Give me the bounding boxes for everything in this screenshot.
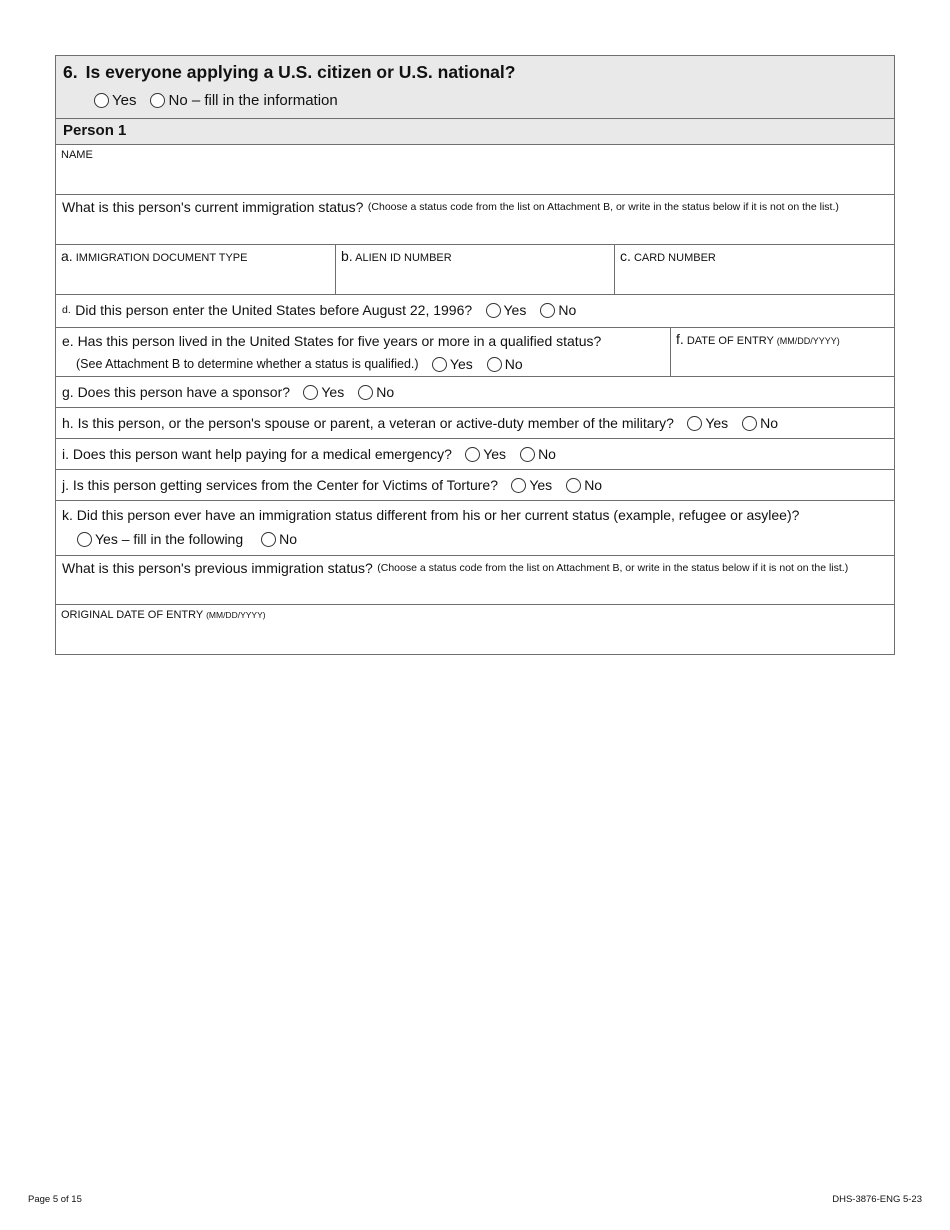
qg-yes-option[interactable] [303,384,344,400]
qe-no-label: No [504,356,523,372]
q6-no-radio[interactable] [150,93,165,108]
qg-no-radio[interactable] [358,385,373,400]
qk-yes-label: Yes – fill in the following [95,531,244,547]
immigration-form [55,55,895,655]
current-status-note: (Choose a status code from the list on Attachment B, or write in the status below if it is not on the list.) [367,201,839,213]
question-number: 6. [63,62,78,82]
question-e-cell [56,328,671,376]
qh-yes-radio[interactable] [687,416,702,431]
card-number-field[interactable] [615,245,894,294]
name-field[interactable] [56,145,894,195]
qi-no-radio[interactable] [520,447,535,462]
question-e-label: e. Has this person lived in the United States for five years or more in a qualified status? [62,333,602,349]
qe-no-radio[interactable] [487,357,502,372]
person-header [56,119,894,145]
person-label: Person 1 [63,122,127,139]
question-i-row [56,439,894,470]
qi-yes-radio[interactable] [465,447,480,462]
qh-yes-option[interactable] [687,415,728,431]
original-entry-label: ORIGINAL DATE OF ENTRY [61,609,204,621]
field-a-letter: a. [61,248,73,264]
question-6-title [63,62,515,83]
qi-yes-label: Yes [483,446,507,462]
q6-yes-option[interactable] [94,92,136,109]
qe-yes-option[interactable] [432,356,473,372]
qd-yes-option[interactable] [486,302,527,318]
question-h-row [56,408,894,439]
question-k-text: k. Did this person ever have an immigration status different from his or her current status (example, refugee or asylee)? [62,507,800,523]
qe-no-option[interactable] [487,356,523,372]
qk-no-label: No [279,531,298,547]
question-g-text: g. Does this person have a sponsor? [62,384,291,400]
qj-yes-option[interactable] [511,477,552,493]
qi-yes-option[interactable] [465,446,506,462]
qk-yes-option[interactable] [77,531,243,547]
question-e-note: (See Attachment B to determine whether a status is qualified.) [76,357,419,371]
qj-no-option[interactable] [566,477,602,493]
qk-no-option[interactable] [261,531,297,547]
current-status-field[interactable] [56,195,894,245]
page-number: Page 5 of 15 [28,1194,82,1205]
original-entry-field[interactable] [56,605,894,654]
qd-yes-radio[interactable] [486,303,501,318]
question-6-section [56,56,894,119]
qk-no-radio[interactable] [261,532,276,547]
date-of-entry-label: DATE OF ENTRY [686,335,774,347]
qk-yes-radio[interactable] [77,532,92,547]
qh-yes-label: Yes [705,415,729,431]
qg-yes-radio[interactable] [303,385,318,400]
name-label: NAME [61,149,93,161]
field-f-letter: f. [676,331,684,347]
qd-no-radio[interactable] [540,303,555,318]
qj-yes-label: Yes [529,477,553,493]
question-g-row [56,377,894,408]
qi-no-option[interactable] [520,446,556,462]
qd-no-option[interactable] [540,302,576,318]
current-status-question: What is this person's current immigration status? [62,199,364,215]
question-6-text: Is everyone applying a U.S. citizen or U.S. national? [85,62,516,82]
qh-no-option[interactable] [742,415,778,431]
qg-yes-label: Yes [321,384,345,400]
question-j-row [56,470,894,501]
question-e-f-row [56,328,894,377]
qg-no-label: No [376,384,395,400]
qj-no-label: No [584,477,603,493]
question-d-letter: d. [62,304,71,316]
qe-yes-label: Yes [449,356,473,372]
qd-yes-label: Yes [503,302,527,318]
date-format-hint: (MM/DD/YYYY) [776,336,840,346]
q6-yes-label: Yes [112,92,137,109]
qh-no-label: No [760,415,779,431]
previous-status-field[interactable] [56,556,894,605]
question-d-row [56,295,894,328]
question-6-options [94,92,352,109]
form-id: DHS-3876-ENG 5-23 [832,1194,922,1205]
question-k-row [56,501,894,556]
field-b-letter: b. [341,248,353,264]
previous-status-note: (Choose a status code from the list on Attachment B, or write in the status below if it is not on the list.) [377,562,849,574]
question-j-text: j. Is this person getting services from the Center for Victims of Torture? [62,477,498,493]
qh-no-radio[interactable] [742,416,757,431]
date-of-entry-field[interactable] [671,328,894,376]
question-i-text: i. Does this person want help paying for a medical emergency? [62,446,452,462]
qj-no-radio[interactable] [566,478,581,493]
question-e-text [62,333,601,349]
qd-no-label: No [558,302,577,318]
alien-id-label: ALIEN ID NUMBER [355,252,452,264]
original-entry-format: (MM/DD/YYYY) [206,610,266,620]
q6-yes-radio[interactable] [94,93,109,108]
previous-status-question: What is this person's previous immigration status? [62,560,373,576]
question-d-text: Did this person enter the United States before August 22, 1996? [75,302,473,318]
qj-yes-radio[interactable] [511,478,526,493]
field-c-letter: c. [620,248,631,264]
document-fields-row [56,245,894,295]
document-type-label: IMMIGRATION DOCUMENT TYPE [75,252,248,264]
question-h-text: h. Is this person, or the person's spouse or parent, a veteran or active-duty member of the military? [62,415,674,431]
document-type-field[interactable] [56,245,336,294]
q6-no-label: No – fill in the information [168,92,338,109]
card-number-label: CARD NUMBER [633,252,716,264]
alien-id-field[interactable] [336,245,615,294]
qg-no-option[interactable] [358,384,394,400]
qe-yes-radio[interactable] [432,357,447,372]
qi-no-label: No [538,446,556,462]
q6-no-option[interactable] [150,92,337,109]
